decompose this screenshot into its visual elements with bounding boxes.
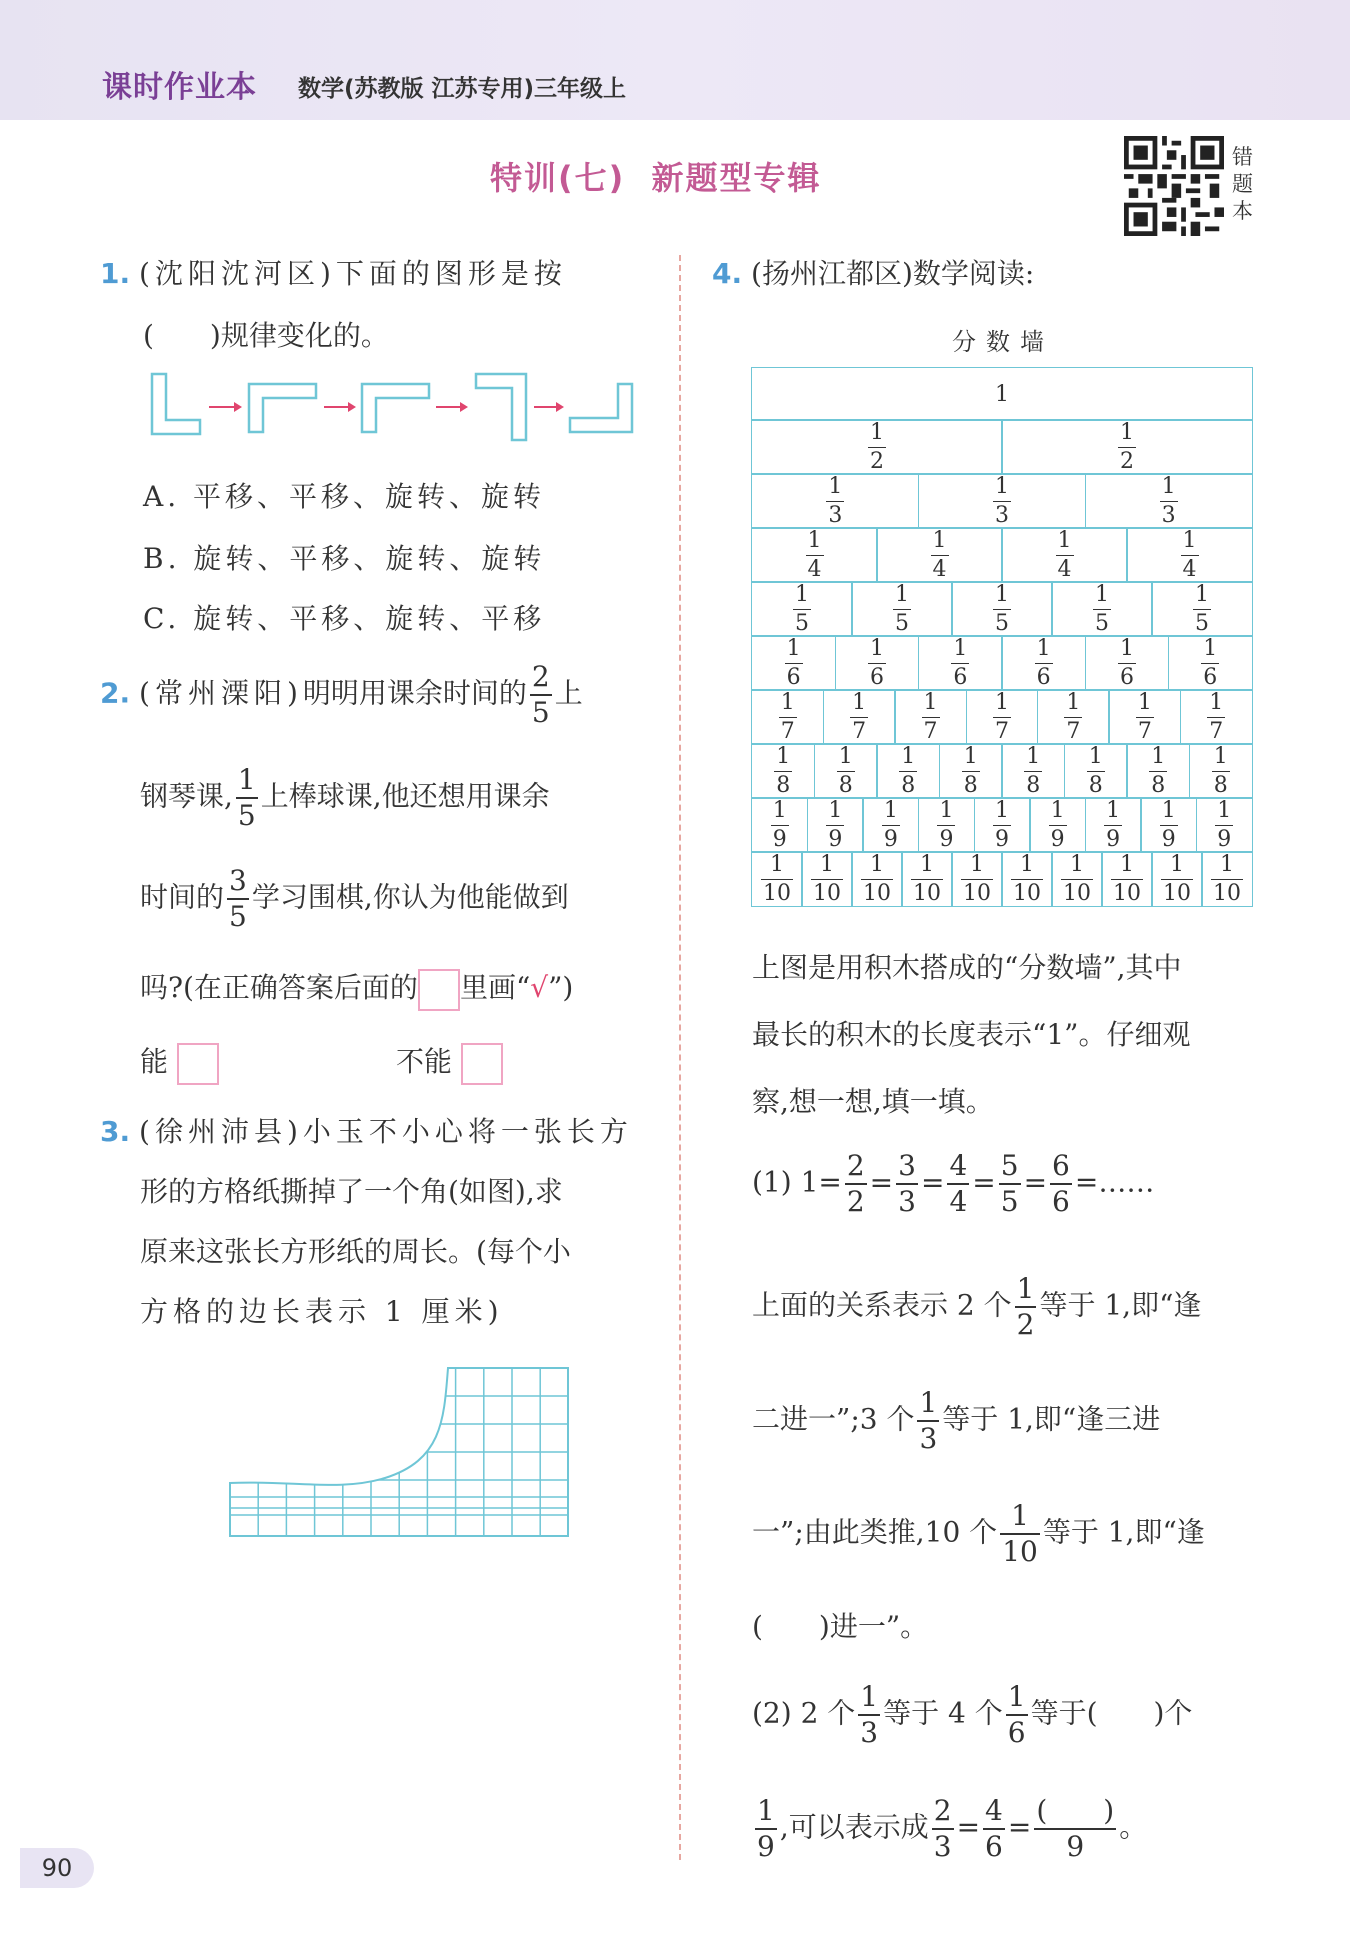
fraction: $\frac{1}{5}$ — [237, 763, 256, 832]
wall-row — [752, 744, 1252, 798]
fraction: $\frac{1}{10}$ — [1063, 851, 1091, 906]
q4-para-line2: 最长的积木的长度表示“1”。仔细观 — [752, 1018, 1191, 1051]
wall-block — [1051, 851, 1103, 907]
wall-block — [851, 851, 903, 907]
q1-line1: 1. (沈阳沈河区)下面的图形是按 — [100, 257, 567, 290]
q3-line4: 方格的边长表示 1 厘米) — [140, 1295, 504, 1328]
wall-block — [1126, 527, 1253, 583]
fraction: $\frac{1}{5}$ — [1195, 581, 1209, 636]
fraction-blank: $\frac{( )}{9}$ — [1036, 1794, 1115, 1863]
wall-block — [1001, 851, 1053, 907]
q2-line2: 钢琴课, $\frac{1}{5}$ 上棒球课,他还想用课余 — [140, 763, 550, 832]
fraction: $\frac{1}{8}$ — [963, 743, 978, 798]
wall-block — [1001, 743, 1065, 799]
q3-torn-grid-figure — [220, 1360, 580, 1540]
check-mark-icon: √ — [530, 971, 549, 1004]
wall-block — [1140, 797, 1197, 853]
fraction: $\frac{1}{9}$ — [1217, 797, 1232, 852]
fraction: $\frac{1}{4}$ — [1182, 527, 1197, 582]
q1-line2: ( )规律变化的。 — [143, 319, 389, 352]
wall-block — [1001, 419, 1253, 475]
fraction: $\frac{1}{9}$ — [939, 797, 954, 852]
series-title: 课时作业本 — [102, 70, 257, 105]
q4-reason-line3: 一”;由此类推,10 个 $\frac{1}{10}$ 等于 1,即“逢 — [752, 1499, 1205, 1568]
fraction: $\frac{1}{7}$ — [994, 689, 1009, 744]
fraction: $\frac{1}{7}$ — [1209, 689, 1224, 744]
q2-line3: 时间的 $\frac{3}{5}$ 学习围棋,你认为他能做到 — [140, 864, 569, 933]
fraction: $\frac{1}{3}$ — [919, 1386, 938, 1455]
fraction: $\frac{5}{5}$ — [1000, 1149, 1019, 1218]
q4-line1: 4. (扬州江都区)数学阅读: — [712, 257, 1035, 290]
wall-block — [876, 527, 1003, 583]
fraction: $\frac{1}{6}$ — [1007, 1680, 1026, 1749]
wall-block — [751, 851, 803, 907]
fraction: $\frac{1}{8}$ — [838, 743, 853, 798]
fraction: $\frac{1}{10}$ — [1002, 1499, 1038, 1568]
fraction: $\frac{1}{9}$ — [828, 797, 843, 852]
fraction: $\frac{1}{10}$ — [1213, 851, 1241, 906]
fraction: $\frac{4}{4}$ — [949, 1149, 968, 1218]
fraction: $\frac{1}{8}$ — [901, 743, 916, 798]
wall-block — [1001, 635, 1086, 691]
wall-row — [752, 690, 1252, 744]
fraction: $\frac{1}{2}$ — [1120, 419, 1134, 474]
fraction: $\frac{1}{9}$ — [772, 797, 787, 852]
fraction: $\frac{1}{9}$ — [757, 1794, 775, 1863]
wall-row — [752, 420, 1252, 474]
fraction: $\frac{1}{9}$ — [1161, 797, 1176, 852]
fraction: $\frac{1}{2}$ — [1016, 1272, 1035, 1341]
fraction: $\frac{6}{6}$ — [1052, 1149, 1070, 1218]
fraction: $\frac{1}{5}$ — [1095, 581, 1109, 636]
fraction: $\frac{1}{9}$ — [883, 797, 898, 852]
fraction: $\frac{1}{7}$ — [1137, 689, 1152, 744]
fraction: $\frac{1}{6}$ — [786, 635, 801, 690]
wall-block — [876, 743, 940, 799]
fraction: $\frac{4}{6}$ — [985, 1794, 1003, 1863]
fraction: $\frac{1}{3}$ — [828, 473, 843, 528]
wall-block — [966, 689, 1039, 745]
fraction: $\frac{1}{10}$ — [1113, 851, 1141, 906]
wall-block — [1064, 743, 1128, 799]
wall-row — [752, 368, 1252, 420]
wall-row — [752, 852, 1252, 906]
wall-block — [894, 689, 967, 745]
q3-number: 3. — [100, 1115, 131, 1148]
column-divider — [679, 255, 681, 1860]
q2-option-no: 不能 — [396, 1040, 503, 1085]
wall-row — [752, 474, 1252, 528]
fraction: $\frac{1}{4}$ — [1057, 527, 1072, 582]
wall-block — [814, 743, 878, 799]
book-subtitle: 数学(苏教版 江苏专用)三年级上 — [298, 76, 627, 102]
wall-block — [951, 581, 1053, 637]
wall-block — [751, 635, 836, 691]
wall-block — [835, 635, 920, 691]
wall-row — [752, 528, 1252, 582]
wall-block — [1196, 797, 1253, 853]
answer-box-yes[interactable] — [177, 1043, 219, 1085]
wall-block — [1085, 473, 1253, 529]
wall-block — [939, 743, 1003, 799]
wall-block — [1126, 743, 1190, 799]
q1-shape-sequence — [148, 370, 638, 442]
fraction: $\frac{1}{4}$ — [807, 527, 822, 582]
page-number: 90 — [20, 1848, 94, 1888]
wall-block — [823, 689, 896, 745]
wall-block — [807, 797, 864, 853]
fraction: $\frac{1}{8}$ — [1151, 743, 1166, 798]
wall-block — [1085, 797, 1142, 853]
fraction-wall-title: 分数墙 — [952, 328, 1054, 356]
fraction: $\frac{1}{3}$ — [1161, 473, 1176, 528]
fraction: $\frac{1}{6}$ — [1036, 635, 1051, 690]
fraction: $\frac{1}{9}$ — [1106, 797, 1121, 852]
wall-block — [918, 635, 1003, 691]
fraction: $\frac{1}{2}$ — [870, 419, 884, 474]
fraction: $\frac{1}{5}$ — [995, 581, 1009, 636]
q4-sub1-equation: (1) 1= $\frac{2}{2}$ = $\frac{3}{3}$ = $\frac{4}{4}$ = $\frac{5}{5}$ = $\frac{6}{6}$ =…… — [752, 1149, 1155, 1218]
header-band — [0, 0, 1350, 120]
wall-block — [1151, 851, 1203, 907]
fraction: $\frac{1}{10}$ — [913, 851, 941, 906]
fraction: $\frac{1}{7}$ — [780, 689, 795, 744]
fraction: $\frac{1}{5}$ — [795, 581, 809, 636]
fraction: $\frac{1}{9}$ — [995, 797, 1010, 852]
fraction: $\frac{1}{3}$ — [860, 1680, 879, 1749]
fraction-wall — [752, 368, 1252, 906]
fraction: $\frac{3}{3}$ — [898, 1149, 916, 1218]
fraction: $\frac{1}{9}$ — [1050, 797, 1065, 852]
fraction: $\frac{1}{4}$ — [932, 527, 947, 582]
q4-reason-line1: 上面的关系表示 2 个 $\frac{1}{2}$ 等于 1,即“逢 — [752, 1272, 1202, 1341]
wall-block — [751, 419, 1003, 475]
q2-option-yes: 能 — [140, 1040, 219, 1085]
wall-block — [1189, 743, 1253, 799]
q4-para-line1: 上图是用积木搭成的“分数墙”,其中 — [752, 951, 1182, 984]
fraction: $\frac{1}{6}$ — [1119, 635, 1134, 690]
wall-block — [918, 797, 975, 853]
wall-block — [751, 797, 808, 853]
q1-option-b[interactable]: B. 旋转、平移、旋转、旋转 — [143, 542, 546, 575]
fraction: $\frac{1}{10}$ — [1163, 851, 1191, 906]
fraction: $\frac{1}{8}$ — [1088, 743, 1103, 798]
q2-number: 2. — [100, 676, 131, 710]
fraction: $\frac{1}{8}$ — [1026, 743, 1041, 798]
wall-block — [751, 581, 853, 637]
fraction: $\frac{1}{7}$ — [852, 689, 867, 744]
wall-block — [801, 851, 853, 907]
q4-para-line3: 察,想一想,填一填。 — [752, 1085, 994, 1118]
wall-block — [918, 473, 1086, 529]
wall-block — [1037, 689, 1110, 745]
fraction: $\frac{1}{5}$ — [895, 581, 909, 636]
q3-line2: 形的方格纸撕掉了一个角(如图),求 — [140, 1175, 563, 1208]
fraction: $\frac{1}{10}$ — [813, 851, 841, 906]
fraction: $\frac{1}{6}$ — [953, 635, 968, 690]
wall-block — [1180, 689, 1253, 745]
page-title: 特训(七) 新题型专辑 — [490, 159, 822, 197]
q4-reason-line4[interactable]: ( )进一”。 — [752, 1610, 929, 1643]
wall-block — [1051, 581, 1153, 637]
fraction: $\frac{1}{10}$ — [1013, 851, 1041, 906]
wall-block — [751, 743, 815, 799]
q1-option-c[interactable]: C. 旋转、平移、旋转、平移 — [143, 602, 546, 635]
q3-line3: 原来这张长方形纸的周长。(每个小 — [140, 1235, 571, 1268]
fraction: $\frac{2}{5}$ — [531, 660, 550, 729]
q4-reason-line2: 二进一”;3 个 $\frac{1}{3}$ 等于 1,即“逢三进 — [752, 1386, 1161, 1455]
fraction: $\frac{1}{10}$ — [863, 851, 891, 906]
wall-row — [752, 798, 1252, 852]
wall-block — [1201, 851, 1253, 907]
fraction: $\frac{1}{8}$ — [776, 743, 791, 798]
fraction: $\frac{1}{6}$ — [869, 635, 884, 690]
wall-block — [1168, 635, 1253, 691]
fraction: $\frac{1}{10}$ — [963, 851, 991, 906]
wall-block: 1 — [751, 367, 1253, 421]
q1-option-a[interactable]: A. 平移、平移、旋转、旋转 — [143, 480, 546, 513]
wall-block — [1029, 797, 1086, 853]
fraction: $\frac{1}{7}$ — [1066, 689, 1081, 744]
fraction: $\frac{1}{6}$ — [1203, 635, 1218, 690]
fraction: $\frac{2}{3}$ — [933, 1794, 952, 1863]
q4-sub2-line2: $\frac{1}{9}$ ,可以表示成 $\frac{2}{3}$ = $\frac{4}{6}$ = $\frac{( )}{9}$ 。 — [757, 1794, 1148, 1863]
fraction: $\frac{1}{3}$ — [995, 473, 1009, 528]
q4-sub2-line1: (2) 2 个 $\frac{1}{3}$ 等于 4 个 $\frac{1}{6}$ 等于( )个 — [752, 1680, 1193, 1749]
q2-line1: 2. (常州溧阳)明明用课余时间的 $\frac{2}{5}$ 上 — [100, 660, 583, 729]
answer-box-sample — [418, 969, 460, 1011]
wall-block — [751, 689, 824, 745]
wall-block — [1151, 581, 1253, 637]
fraction: $\frac{3}{5}$ — [229, 864, 247, 933]
wall-block — [974, 797, 1031, 853]
wall-block — [951, 851, 1003, 907]
wall-row — [752, 582, 1252, 636]
q2-line4: 吗?(在正确答案后面的 里画“√”) — [140, 966, 573, 1011]
qr-label: 错 题 本 — [1232, 145, 1253, 223]
q1-number: 1. — [100, 257, 131, 290]
fraction: $\frac{2}{2}$ — [846, 1149, 865, 1218]
wall-block — [1101, 851, 1153, 907]
wall-block — [1001, 527, 1128, 583]
fraction: $\frac{1}{10}$ — [763, 851, 791, 906]
wall-block — [1085, 635, 1170, 691]
wall-block — [751, 473, 919, 529]
wall-block — [1108, 689, 1181, 745]
wall-row — [752, 636, 1252, 690]
wall-block — [751, 527, 878, 583]
qr-code-icon[interactable] — [1122, 136, 1226, 236]
fraction: $\frac{1}{7}$ — [923, 689, 938, 744]
wall-block — [862, 797, 919, 853]
answer-box-no[interactable] — [461, 1043, 503, 1085]
q3-line1: 3. (徐州沛县)小玉不小心将一张长方 — [100, 1115, 633, 1148]
q4-number: 4. — [712, 257, 743, 290]
wall-block — [851, 581, 953, 637]
wall-block — [901, 851, 953, 907]
fraction: $\frac{1}{8}$ — [1213, 743, 1228, 798]
